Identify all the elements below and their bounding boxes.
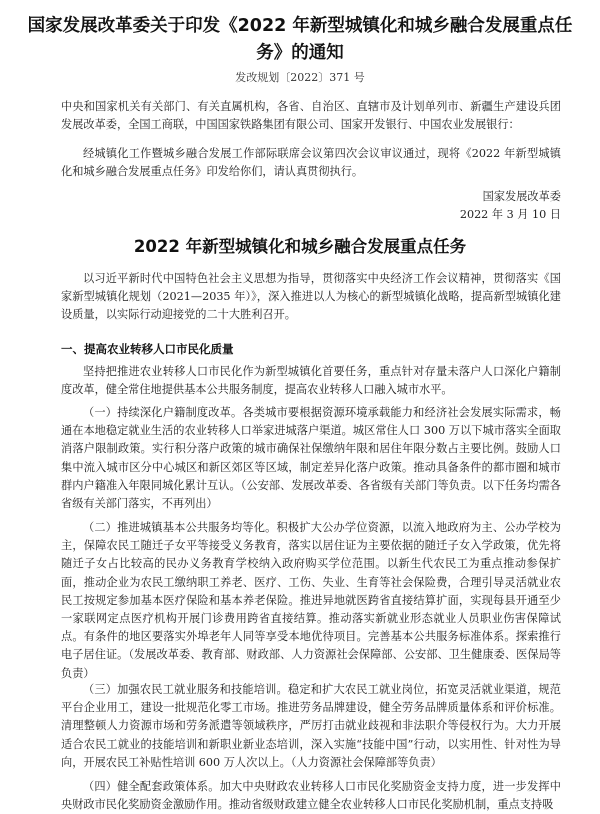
tasks-title: 2022 年新型城镇化和城乡融合发展重点任务 xyxy=(133,237,467,256)
issuer: 国家发展改革委 xyxy=(482,190,561,203)
notice-title: 国家发展改革委关于印发《2022 年新型城镇化和城乡融合发展重点任务》的通知 xyxy=(27,16,573,63)
section-1-heading: 一、提高农业转移人口市民化质量 xyxy=(61,342,234,356)
task-item-3: （三）加强农民工就业服务和技能培训。稳定和扩大农民工就业岗位，拓宽灵活就业渠道，规范平台企业用工，建设一批规范化零工市场。推进劳务品牌建设，健全劳务品牌质量体系和评价标准。清理整顿人力资源市场和劳务派遣等领域秩序，严厉打击就业歧视和非法职介等侵权行为。大力开展适合农民工就业的技能培训和新职业新业态培训，深入实施“技能中国”行动，以实用性、针对性为导向，开展农民工补贴性培训 600 万人次以上。（人力资源社会保障部等负责） xyxy=(61,683,561,769)
recipients-paragraph: 中央和国家机关有关部门、有关直属机构，各省、自治区、直辖市及计划单列市、新疆生产建设兵团发展改革委，全国工商联，中国国家铁路集团有限公司、国家开发银行、中国农业发展银行： xyxy=(61,100,561,132)
task-item-4: （四）健全配套政策体系。加大中央财政农业转移人口市民化奖励资金支持力度，进一步发挥中央财政市民化奖励资金激励作用。推动省级财政建立健全农业转移人口市民化奖励机制，重点支持吸 xyxy=(61,780,561,812)
notice-body-paragraph: 经城镇化工作暨城乡融合发展工作部际联席会议第四次会议审议通过，现将《2022 年新型城镇化和城乡融合发展重点任务》印发给你们，请认真贯彻执行。 xyxy=(61,147,561,179)
task-item-1: （一）持续深化户籍制度改革。各类城市要根据资源环境承载能力和经济社会发展实际需求，畅通在本地稳定就业生活的农业转移人口举家进城落户渠道。城区常住人口 300 万以下城市落实全面取消落户限制政策。实行积分落户政策的城市确保社保缴纳年限和居住年限分数占主要比例。鼓励人口集中流入城市区分中心城区和新区郊区等区域，制定差异化落户政策。推动具备条件的都市圈和城市群内户籍准入年限同城化累计互认。（公安部、发展改革委、各省级有关部门等负责。以下任务均需各省级有关部门落实，不再列出） xyxy=(61,406,561,511)
task-item-2: （二）推进城镇基本公共服务均等化。积极扩大公办学位资源，以流入地政府为主、公办学校为主，保障农民工随迁子女平等接受义务教育，落实以居住证为主要依据的随迁子女入学政策，优先将随迁子女占比较高的民办义务教育学校纳入政府购买学位范围。以新生代农民工为重点推动参保扩面，推动企业为农民工缴纳职工养老、医疗、工伤、失业、生育等社会保险费，合理引导灵活就业农民工按规定参加基本医疗保险和基本养老保险。推进异地就医跨省直接结算扩面，实现每县开通至少一家联网定点医疗机构开展门诊费用跨省直接结算。推动落实新就业形态就业人员职业伤害保障试点。有条件的地区要落实外埠老年人同等享受本地优待项目。完善基本公共服务标准体系。探索推行电子居住证。（发展改革委、教育部、财政部、人力资源社会保障部、公安部、卫生健康委、医保局等负责） xyxy=(61,521,561,680)
section-1-intro-paragraph: 坚持把推进农业转移人口市民化作为新型城镇化首要任务，重点针对存量未落户人口深化户籍制度改革，健全常住地提供基本公共服务制度，提高农业转移人口融入城市水平。 xyxy=(61,365,561,397)
tasks-intro-paragraph: 以习近平新时代中国特色社会主义思想为指导，贯彻落实中央经济工作会议精神，贯彻落实《国家新型城镇化规划（2021—2035 年）》，深入推进以人为核心的新型城镇化战略，提高新型城镇化建设质量，以实际行动迎接党的二十大胜利召开。 xyxy=(61,272,561,322)
document-number: 发改规划〔2022〕371 号 xyxy=(235,71,365,84)
issue-date: 2022 年 3 月 10 日 xyxy=(459,208,561,221)
